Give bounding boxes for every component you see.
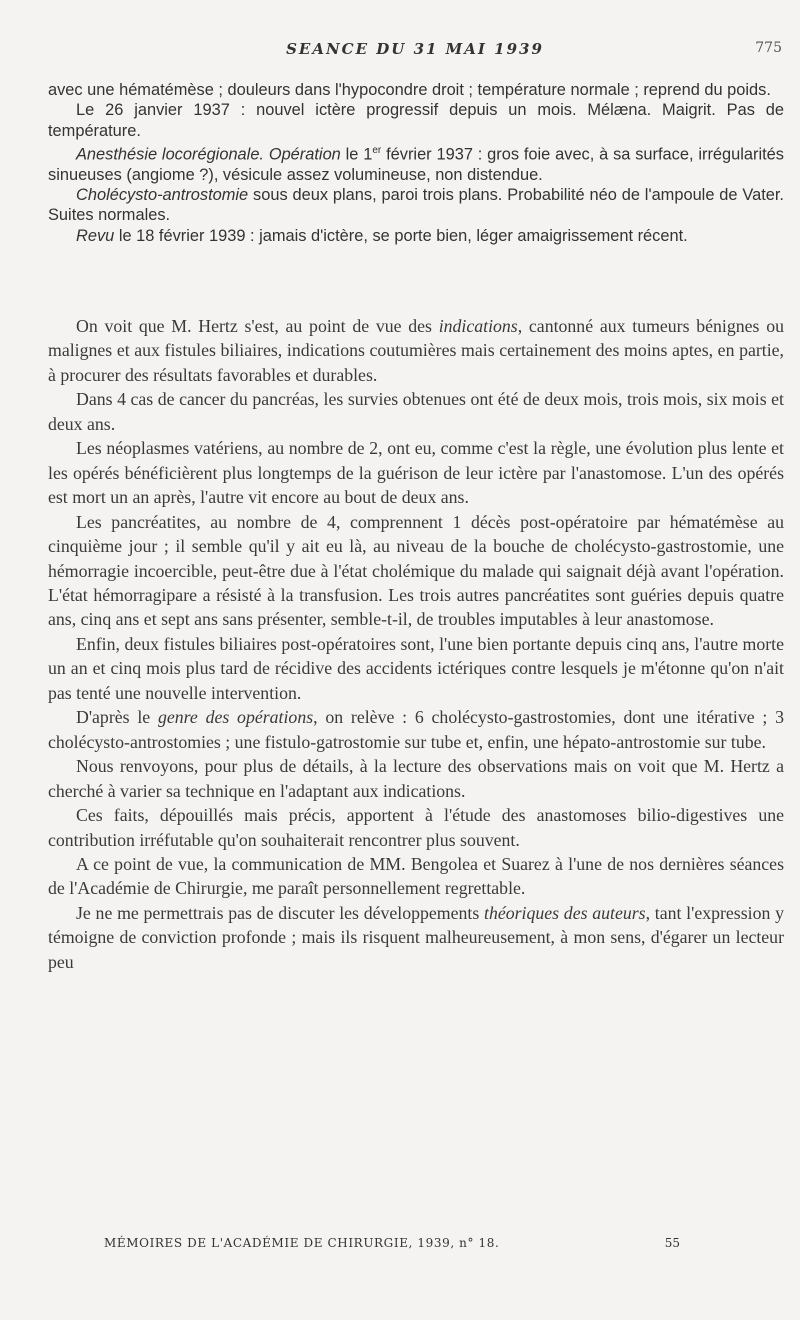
case-paragraph: Revu le 18 février 1939 : jamais d'ictère, se porte bien, léger amaigrissement récent. — [76, 226, 688, 245]
journal-reference: MÉMOIRES DE L'ACADÉMIE DE CHIRURGIE, 1939, n° 18. — [104, 1236, 500, 1250]
body-paragraph: Ces faits, dépouillés mais précis, apportent à l'étude des anastomoses bilio-digestives une contribution irréfutable qu'on souhaiterait rencontrer plus souvent. — [48, 805, 784, 850]
body-paragraph: Dans 4 cas de cancer du pancréas, les survies obtenues ont été de deux mois, trois mois, six mois et deux ans. — [48, 389, 784, 434]
body-paragraph: Les pancréatites, au nombre de 4, comprennent 1 décès post-opératoire par hématémèse au cinquième jour ; il semble qu'il y ait eu là, au niveau de la bouche de cholécysto-gastrostomie, une hémorragie incoercible, peut-être due à l'état cholémique du malade qui saignait déjà avant l'opération. L'état hémorragipare a résisté à la transfusion. Les trois autres pancréatites sont guéries depuis quatre ans, cinq ans et sept ans sans présenter, semble-t-il, de troubles imputables à leur anastomose. — [48, 511, 784, 630]
body-paragraph: Je ne me permettrais pas de discuter les développements théoriques des auteurs, tant l'expression y témoigne de conviction profonde ; mais ils risquent malheureusement, à mon sens, d'égarer un lecteur peu — [48, 902, 784, 972]
case-paragraph: Anesthésie locorégionale. Opération le 1er février 1937 : gros foie avec, à sa surface, irrégularités sinueuses (angiome ?), vésicule assez volumineuse, non distendue. — [48, 144, 784, 184]
running-title: SEANCE DU 31 MAI 1939 — [286, 40, 544, 58]
body-paragraph: D'après le genre des opérations, on relève : 6 cholécysto-gastrostomies, dont une itérative ; 3 cholécysto-antrostomies ; une fistulo-gatrostomie sur tube et, enfin, une hépato-antrostomie sur tube. — [48, 707, 785, 752]
body-paragraph: A ce point de vue, la communication de MM. Bengolea et Suarez à l'une de nos dernières séances de l'Académie de Chirurgie, me paraît personnellement regrettable. — [48, 853, 784, 899]
case-paragraph: Cholécysto-antrostomie sous deux plans, paroi trois plans. Probabilité néo de l'ampoule de Vater. Suites normales. — [48, 185, 784, 225]
body-paragraph: Enfin, deux fistules biliaires post-opératoires sont, l'une bien portante depuis cinq ans, l'autre morte un an et cinq mois plus tard de récidive des accidents ictériques contre lesquels je m'étonne qu'on n'ait pas tenté une nouvelle intervention. — [48, 633, 784, 703]
sheet-number: 55 — [664, 1236, 680, 1250]
body-paragraph: Nous renvoyons, pour plus de détails, à la lecture des observations mais on voit que M. Hertz a cherché à varier sa technique en l'adaptant aux indications. — [48, 756, 784, 801]
body-paragraph: On voit que M. Hertz s'est, au point de vue des indications, cantonné aux tumeurs bénignes ou malignes et aux fistules biliaires, indications coutumières mais certainement des moins aptes, en partie, à procurer des résultats favorables et durables. — [48, 316, 784, 385]
case-report — [48, 80, 784, 246]
page-header — [48, 40, 782, 64]
body-text — [48, 314, 784, 974]
body-paragraph: Les néoplasmes vatériens, au nombre de 2, ont eu, comme c'est la règle, une évolution plus lente et les opérés bénéficièrent plus longtemps de la guérison de leur ictère par l'anastomose. L'un des opérés est mort un an après, l'autre vit encore au bout de deux ans. — [48, 438, 784, 508]
case-paragraph: avec une hématémèse ; douleurs dans l'hypocondre droit ; température normale ; reprend du poids. — [48, 81, 771, 99]
page-footer — [104, 1236, 680, 1256]
case-paragraph: Le 26 janvier 1937 : nouvel ictère progressif depuis un mois. Mélæna. Maigrit. Pas de température. — [48, 101, 784, 140]
page-number: 775 — [755, 40, 782, 56]
